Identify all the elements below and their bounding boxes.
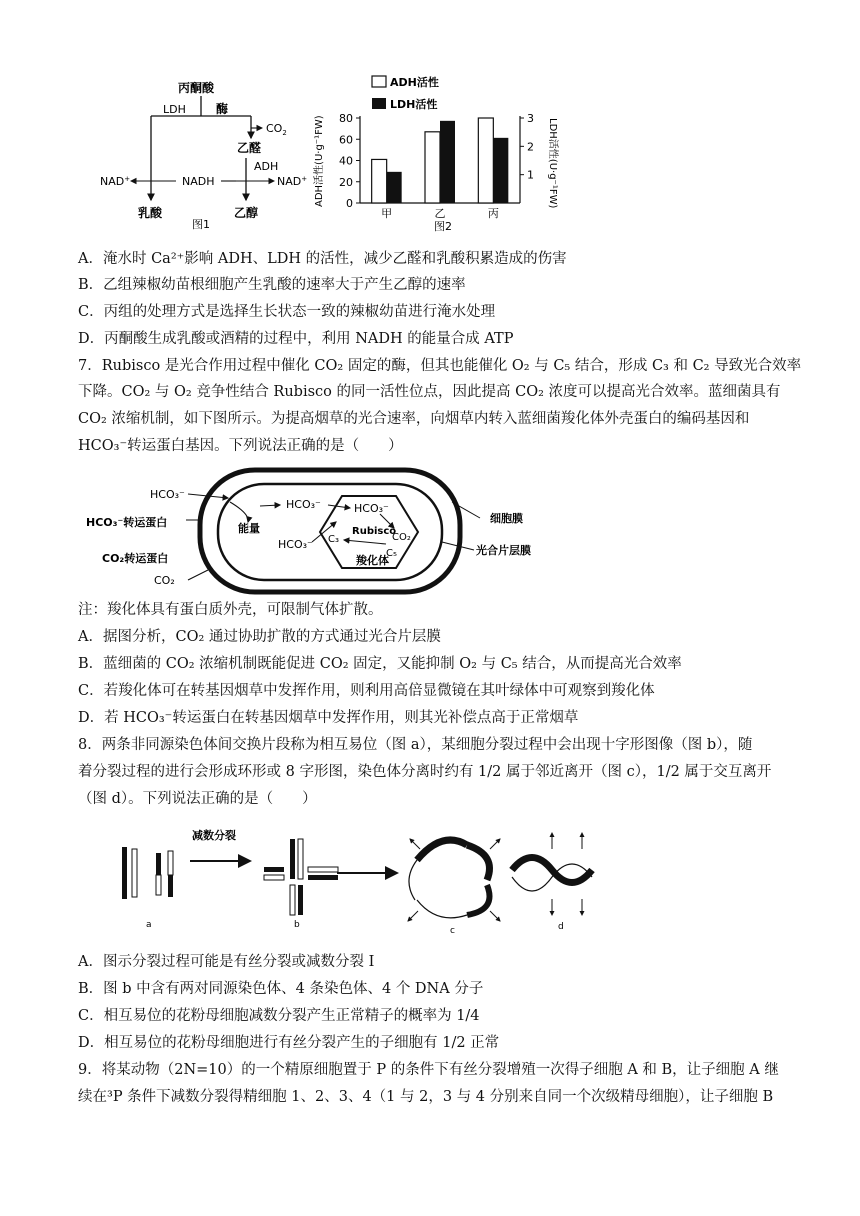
q6-option-d: D．丙酮酸生成乳酸或酒精的过程中，利用 NADH 的能量合成 ATP	[78, 331, 514, 347]
figure-1-pathway	[96, 72, 326, 232]
ldh-label: LDH	[163, 103, 186, 116]
q7-option-b: B．蓝细菌的 CO₂ 浓缩机制既能促进 CO₂ 固定，又能抑制 O₂ 与 C₅ 结合，从而提高光合效率	[78, 656, 682, 672]
q7-stem-line-2: 下降。CO₂ 与 O₂ 竞争性结合 Rubisco 的同一活性位点，因此提高 CO₂ 浓度可以提高光合效率。蓝细菌具有	[78, 384, 781, 400]
nad-right-label: NAD+	[277, 175, 308, 188]
q8-option-c: C．相互易位的花粉母细胞减数分裂产生正常精子的概率为 1/4	[78, 1008, 480, 1024]
enzyme-label: 酶	[216, 102, 229, 116]
y-axis-right-label: LDH活性(U·g⁻¹FW)	[547, 118, 558, 209]
q8-stem-line-1: 8．两条非同源染色体间交换片段称为相互易位（图 a），某细胞分裂过程中会出现十字形图像（图 b），随	[78, 737, 753, 753]
bar-adh	[478, 118, 493, 203]
ring-figure-c	[408, 839, 500, 921]
label-a: a	[146, 920, 152, 930]
energy-label: 能量	[238, 522, 260, 535]
bar-adh	[425, 132, 440, 203]
label-b: b	[294, 920, 300, 930]
hco3-outer-label: HCO₃⁻	[150, 488, 185, 501]
nad-left-label: NAD+	[100, 175, 131, 188]
hco3-carboxysome-label: HCO₃⁻	[354, 502, 389, 515]
chart-legend	[372, 75, 439, 111]
figure-translocation-diagrams	[112, 815, 612, 945]
q6-option-c: C．丙组的处理方式是选择生长状态一致的辣椒幼苗进行淹水处理	[78, 304, 496, 320]
co2-label: $CO_2$	[266, 122, 287, 137]
c3-label: C₃	[328, 534, 339, 545]
bar-ldh	[440, 121, 455, 203]
q7-option-a: A．据图分析，CO₂ 通过协助扩散的方式通过光合片层膜	[78, 629, 441, 645]
y-left-tick-label: 60	[339, 133, 353, 147]
q6-option-a: A．淹水时 Ca²⁺影响 ADH、LDH 的活性，减少乙醛和乳酸积累造成的伤害	[78, 251, 567, 267]
figure-2-bar-chart	[310, 70, 560, 235]
y-axis-left-label: ADH活性(U·g⁻¹FW)	[314, 115, 325, 207]
hco3-transporter-label: HCO₃⁻转运蛋白	[86, 516, 168, 529]
q6-option-b: B．乙组辣椒幼苗根细胞产生乳酸的速率大于产生乙醇的速率	[78, 277, 466, 293]
legend-swatch-adh	[372, 76, 386, 87]
q8-option-d: D．相互易位的花粉母细胞进行有丝分裂产生的子细胞有 1/2 正常	[78, 1035, 500, 1051]
figure-1-caption: 图1	[192, 218, 210, 231]
figure-2-caption: 图2	[434, 220, 452, 233]
q7-stem-line-4: HCO₃⁻转运蛋白基因。下列说法正确的是（ ）	[78, 438, 403, 454]
q7-stem-line-1: 7．Rubisco 是光合作用过程中催化 CO₂ 固定的酶，但其也能催化 O₂ 与 C₅ 结合，形成 C₃ 和 C₂ 导致光合效率	[78, 358, 802, 374]
cross-figure-b	[264, 839, 338, 915]
meiosis-arrow-label: 减数分裂	[192, 829, 236, 842]
bar-ldh	[387, 172, 402, 203]
q8-option-a: A．图示分裂过程可能是有丝分裂或减数分裂 I	[78, 954, 375, 970]
y-left-tick-label: 20	[339, 175, 353, 189]
co2-transporter-label: CO₂转运蛋白	[102, 552, 169, 565]
bar-adh	[372, 159, 387, 203]
q9-line-2: 续在³P 条件下减数分裂得精细胞 1、2、3、4（1 与 2，3 与 4 分别来自同一个次级精母细胞），让子细胞 B	[78, 1089, 774, 1105]
q8-stem-line-3: （图 d）。下列说法正确的是（ ）	[78, 791, 317, 807]
rubisco-label: Rubisco	[352, 526, 397, 537]
q8-stem-line-2: 着分裂过程的进行会形成环形或 8 字形图，染色体分离时约有 1/2 属于邻近离开（图 c），1/2 属于交互离开	[78, 764, 772, 780]
chromosomes-a	[122, 847, 173, 899]
y-right-tick-label: 1	[527, 168, 534, 182]
co2-carboxysome-label: CO₂	[392, 532, 411, 543]
label-d: d	[558, 922, 564, 932]
legend-label-adh: ADH活性	[390, 76, 439, 89]
ethanol-label: 乙醇	[234, 206, 259, 220]
q7-stem-line-3: CO₂ 浓缩机制，如下图所示。为提高烟草的光合速率，向烟草内转入蓝细菌羧化体外壳蛋白的编码基因和	[78, 411, 750, 427]
thylakoid-label: 光合片层膜	[476, 544, 531, 557]
x-tick-label: 甲	[381, 207, 393, 220]
cell-membrane-label: 细胞膜	[490, 512, 523, 525]
carboxysome-label: 羧化体	[356, 554, 389, 567]
legend-swatch-ldh	[372, 98, 386, 109]
co2-outer-label: CO₂	[154, 574, 175, 587]
acetaldehyde-label: 乙醛	[237, 141, 262, 155]
label-c: c	[450, 926, 455, 936]
nadh-label: NADH	[182, 175, 215, 188]
x-tick-label: 乙	[434, 207, 446, 220]
adh-label: ADH	[254, 160, 279, 173]
figure-co2-concentrating-mechanism	[80, 462, 580, 597]
legend-label-ldh: LDH活性	[390, 98, 438, 111]
q9-line-1: 9．将某动物（2N=10）的一个精原细胞置于 P 的条件下有丝分裂增殖一次得子细胞 A 和 B，让子细胞 A 继	[78, 1062, 779, 1078]
bar-ldh	[493, 138, 508, 203]
hco3-stroma-label-1: HCO₃⁻	[286, 498, 321, 511]
y-left-tick-label: 40	[339, 154, 353, 168]
pyruvate-label: 丙酮酸	[178, 81, 215, 95]
lactate-label: 乳酸	[138, 206, 163, 220]
y-left-tick-label: 0	[346, 197, 353, 210]
q7-option-c: C．若羧化体可在转基因烟草中发挥作用，则利用高倍显微镜在其叶绿体中可观察到羧化体	[78, 683, 655, 699]
x-tick-label: 丙	[487, 207, 499, 220]
hco3-stroma-label-2: HCO₃⁻	[278, 538, 313, 551]
figure-eight-d	[512, 833, 592, 915]
q8-option-b: B．图 b 中含有两对同源染色体、4 条染色体、4 个 DNA 分子	[78, 981, 484, 997]
c5-label: C₅	[386, 548, 397, 559]
y-right-tick-label: 3	[527, 112, 534, 125]
y-right-tick-label: 2	[527, 140, 534, 154]
y-left-tick-label: 80	[339, 112, 353, 125]
q7-option-d: D．若 HCO₃⁻转运蛋白在转基因烟草中发挥作用，则其光补偿点高于正常烟草	[78, 710, 579, 726]
q7-note: 注：羧化体具有蛋白质外壳，可限制气体扩散。	[78, 602, 383, 618]
